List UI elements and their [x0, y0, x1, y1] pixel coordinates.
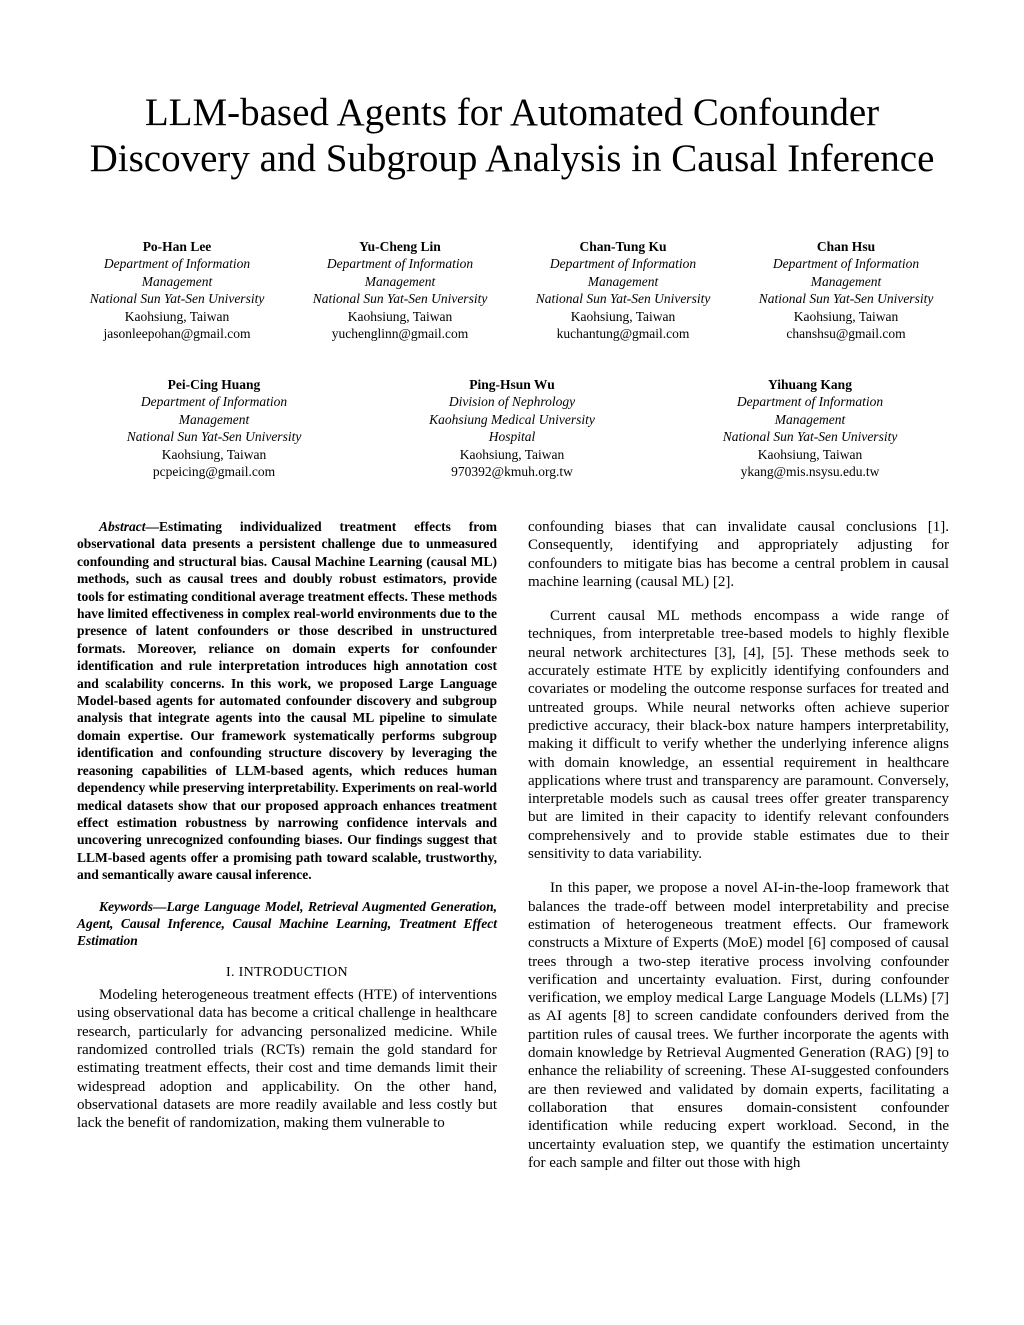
author-location: Kaohsiung, Taiwan [570, 308, 676, 324]
author-institution: Hospital [488, 429, 536, 445]
author-institution: National Sun Yat-Sen University [312, 291, 488, 307]
right-column [528, 518, 949, 1172]
paper-title [40, 90, 984, 182]
section-number: I. [226, 964, 235, 980]
author-dept: Department of Information [326, 256, 474, 272]
author-dept: Department of Information [140, 394, 288, 410]
author-dept-cont: Management [141, 273, 213, 289]
author-name: Pei-Cing Huang [167, 377, 261, 392]
author-name: Ping-Hsun Wu [469, 377, 555, 392]
author-email[interactable]: chanshsu@gmail.com [786, 326, 906, 342]
left-column [77, 518, 497, 1132]
author-dept: Department of Information [736, 394, 884, 410]
author-name: Po-Han Lee [142, 239, 212, 254]
author-name: Yu-Cheng Lin [359, 239, 441, 254]
author-block [300, 238, 500, 342]
author-block [746, 238, 946, 342]
author-name: Chan Hsu [816, 239, 876, 254]
author-institution: National Sun Yat-Sen University [758, 291, 934, 307]
author-block [114, 376, 314, 480]
intro-paragraph-3: In this paper, we propose a novel AI-in-the-loop framework that balances the trade-off between model interpretability and precise estimation of heterogeneous treatment effects. Our framework constructs a Mixture of Experts (MoE) model [6] composed of causal trees through a two-step iterative process involving confounder verification and uncertainty evaluation. First, during confounder verification, we employ medical Large Language Models (LLMs) [7] as AI agents [8] to screen candidate confounders derived from the partition rules of causal trees. We further incorporate the agents with domain knowledge by Retrieval Augmented Generation (RAG) [9] to enhance the reliability of screening. These AI-suggested confounders are then reviewed and validated by domain experts, facilitating a collaboration that ensures domain-consistent confounder identification while reducing expert workload. Second, in the uncertainty evaluation step, we quantify the estimation uncertainty for each sample and filter out those with high [528, 880, 949, 1171]
author-dept: Department of Information [549, 256, 697, 272]
author-name: Chan-Tung Ku [579, 239, 667, 254]
section-title-rest: NTRODUCTION [243, 964, 348, 980]
author-email[interactable]: ykang@mis.nsysu.edu.tw [740, 464, 880, 480]
author-block [412, 376, 612, 480]
author-institution: National Sun Yat-Sen University [126, 429, 302, 445]
section-title-initial: I [238, 964, 244, 980]
author-email[interactable]: pcpeicing@gmail.com [152, 464, 276, 480]
author-dept: Department of Information [103, 256, 251, 272]
author-location: Kaohsiung, Taiwan [459, 446, 565, 462]
abstract [77, 518, 497, 884]
author-block [77, 238, 277, 342]
author-location: Kaohsiung, Taiwan [757, 446, 863, 462]
author-name: Yihuang Kang [768, 377, 852, 392]
abstract-lead: Abstract [99, 519, 146, 534]
author-dept-cont: Management [178, 411, 250, 427]
author-dept-cont: Management [810, 273, 882, 289]
author-location: Kaohsiung, Taiwan [347, 308, 453, 324]
author-dept: Department of Information [772, 256, 920, 272]
author-email[interactable]: jasonleepohan@gmail.com [103, 326, 251, 342]
author-location: Kaohsiung, Taiwan [161, 446, 267, 462]
title-line-2: Discovery and Subgroup Analysis in Causal Inference [89, 137, 935, 180]
author-dept-cont: Kaohsiung Medical University [429, 411, 595, 427]
author-location: Kaohsiung, Taiwan [124, 308, 230, 324]
author-institution: National Sun Yat-Sen University [535, 291, 711, 307]
abstract-text: —Estimating individualized treatment effects from observational data presents a persistent challenge due to unmeasured confounding and structural bias. Causal Machine Learning (causal ML) methods, such as causal trees and doubly robust estimators, provide tools for estimating conditional average treatment effects. These methods have limited effectiveness in complex real-world environments due to the presence of latent confounders or those described in unstructured formats. Moreover, reliance on domain experts for confounder identification and rule interpretation introduces high annotation cost and scalability concerns. In this work, we proposed Large Language Model-based agents for automated confounder discovery and subgroup analysis that integrate agents into the causal ML pipeline to simulate domain expertise. Our framework systematically performs subgroup identification and confounding structure discovery by leveraging the reasoning capabilities of LLM-based agents, which reduces human dependency while preserving interpretability. Experiments on real-world medical datasets show that our proposed approach enhances treatment effect estimation robustness by narrowing confidence intervals and uncovering unrecognized confounding biases. Our findings suggest that LLM-based agents offer a promising path toward scalable, trustworthy, and semantically aware causal inference. [77, 519, 497, 883]
author-dept-cont: Management [587, 273, 659, 289]
author-dept: Division of Nephrology [448, 394, 576, 410]
author-email[interactable]: kuchantung@gmail.com [556, 326, 690, 342]
author-email[interactable]: 970392@kmuh.org.tw [451, 464, 573, 480]
author-institution: National Sun Yat-Sen University [722, 429, 898, 445]
author-block [710, 376, 910, 480]
keywords: Keywords—Large Language Model, Retrieval Augmented Generation, Agent, Causal Inference, Causal Machine Learning, Treatment Effect Estimation [77, 898, 497, 949]
intro-paragraph-1-cont: confounding biases that can invalidate causal conclusions [1]. Consequently, identifying and appropriately adjusting for confounders to mitigate bias has become a central problem in causal machine learning (causal ML) [2]. [528, 519, 949, 590]
intro-paragraph-1: Modeling heterogeneous treatment effects (HTE) of interventions using observational data has become a critical challenge in healthcare research, particularly for advancing personalized medicine. While randomized controlled trials (RCTs) remain the gold standard for estimating treatment effects, their cost and time demands limit their widespread adoption and applicability. On the other hand, observational datasets are more readily available and less costly but lack the benefit of randomization, making them vulnerable to [77, 987, 497, 1132]
author-dept-cont: Management [774, 411, 846, 427]
author-dept-cont: Management [364, 273, 436, 289]
intro-paragraph-2: Current causal ML methods encompass a wide range of techniques, from interpretable tree-based models to highly flexible neural network architectures [3], [4], [5]. These methods seek to accurately estimate HTE by explicitly identifying confounders and covariates or modeling the outcome response surfaces for treated and untreated groups. While neural networks often achieve superior predictive accuracy, their black-box nature hampers interpretability, making it difficult to verify whether the underlying inference aligns with domain knowledge, an essential requirement in healthcare applications where trust and transparency are paramount. Conversely, interpretable models such as causal trees offer greater transparency but are limited in their capacity to identify relevant confounders comprehensively and to provide stable estimates due to their sensitivity to data variability. [528, 608, 949, 863]
author-location: Kaohsiung, Taiwan [793, 308, 899, 324]
author-email[interactable]: yuchenglinn@gmail.com [331, 326, 469, 342]
title-line-1: LLM-based Agents for Automated Confounder [144, 91, 880, 134]
section-heading-introduction [77, 964, 497, 982]
author-block [523, 238, 723, 342]
author-institution: National Sun Yat-Sen University [89, 291, 265, 307]
